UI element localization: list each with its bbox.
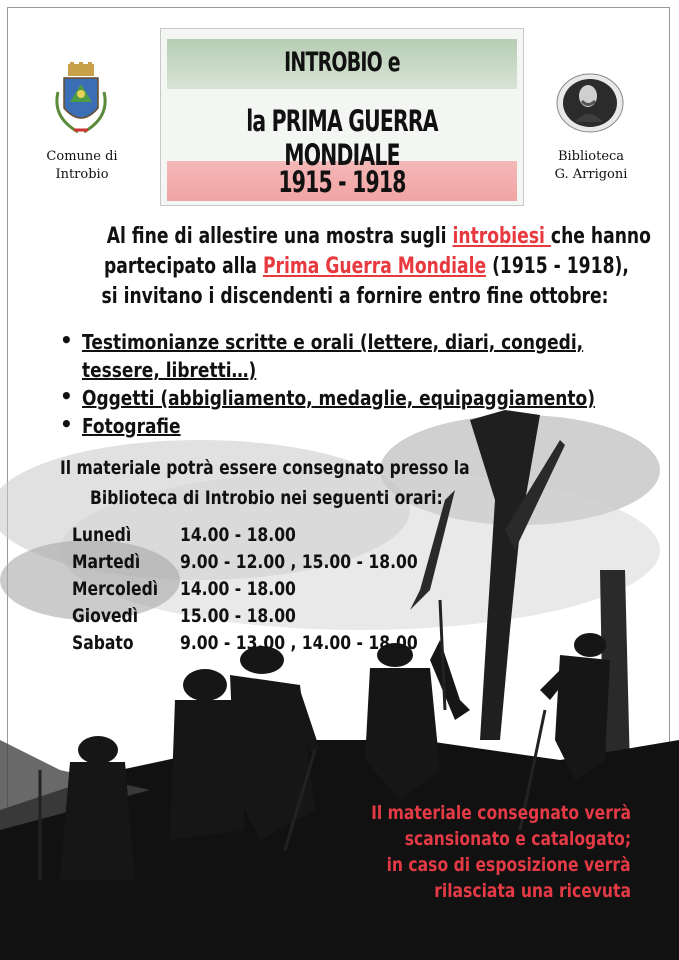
intro-text: partecipato alla <box>104 254 263 279</box>
intro-text: (1915 - 1918), <box>486 254 629 279</box>
intro-line-1 <box>30 222 650 252</box>
note-line: scansionato e catalogato; <box>404 828 631 850</box>
list-item-text: tessere, libretti…) <box>82 358 257 382</box>
bullet-icon: • <box>60 328 73 352</box>
caption-line: G. Arrigoni <box>554 167 628 182</box>
note-line: in caso di esposizione verrà <box>386 854 631 876</box>
hours-value: 15.00 - 18.00 <box>180 605 296 627</box>
hours-value: 9.00 - 12.00 , 15.00 - 18.00 <box>180 551 418 573</box>
caption-line: Biblioteca <box>557 149 625 164</box>
intro-text: Al fine di allestire una mostra sugli <box>106 224 453 249</box>
title-banner <box>160 28 524 206</box>
receipt-note <box>271 800 631 904</box>
bullet-icon: • <box>60 412 73 436</box>
schedule-row <box>72 603 470 630</box>
schedule-row <box>72 522 470 549</box>
list-item <box>60 412 620 440</box>
hours-value: 9.00 - 13.00 , 14.00 - 18.00 <box>180 632 418 654</box>
title-line-2: la PRIMA GUERRA MONDIALE <box>246 104 438 172</box>
schedule-row <box>72 549 470 576</box>
intro-text: che hanno <box>550 224 651 249</box>
note-line: rilasciata una ricevuta <box>434 880 631 902</box>
schedule-row <box>72 576 470 603</box>
comune-caption <box>28 148 136 184</box>
library-caption <box>536 148 646 184</box>
title-line-1: INTROBIO e <box>284 47 400 78</box>
schedule-row <box>72 630 470 657</box>
list-item-text: Fotografie <box>82 414 181 438</box>
intro-text: si invitano i discendenti a fornire entro fine ottobre: <box>101 284 609 309</box>
note-line: Il materiale consegnato verrà <box>370 802 631 824</box>
opening-hours <box>72 522 470 657</box>
delivery-line-1 <box>60 454 560 482</box>
intro-line-3 <box>30 282 650 312</box>
day-label: Mercoledì <box>72 578 159 600</box>
day-label: Martedì <box>72 551 141 573</box>
intro-highlight: introbiesi <box>452 224 551 249</box>
day-label: Lunedì <box>72 524 132 546</box>
list-item-text: Testimonianze scritte e orali (lettere, diari, congedi, <box>82 330 584 354</box>
list-item <box>60 384 620 412</box>
day-label: Sabato <box>72 632 134 654</box>
bullet-icon: • <box>60 384 73 408</box>
caption-line: Comune di <box>46 149 118 164</box>
list-item-text: Oggetti (abbigliamento, medaglie, equipaggiamento) <box>82 386 595 410</box>
caption-line: Introbio <box>55 167 109 182</box>
items-list <box>60 328 620 440</box>
hours-value: 14.00 - 18.00 <box>180 578 296 600</box>
delivery-text: Il materiale potrà essere consegnato presso la <box>60 457 470 479</box>
comune-crest-icon <box>50 62 112 138</box>
intro-highlight: Prima Guerra Mondiale <box>262 254 487 279</box>
intro-line-2 <box>30 252 650 282</box>
list-item <box>60 328 620 384</box>
hours-value: 14.00 - 18.00 <box>180 524 296 546</box>
day-label: Giovedì <box>72 605 139 627</box>
title-dates: 1915 - 1918 <box>278 165 406 199</box>
delivery-line-2 <box>90 484 520 512</box>
delivery-text: Biblioteca di Introbio nei seguenti orari: <box>90 487 443 509</box>
library-portrait-icon <box>555 72 625 134</box>
